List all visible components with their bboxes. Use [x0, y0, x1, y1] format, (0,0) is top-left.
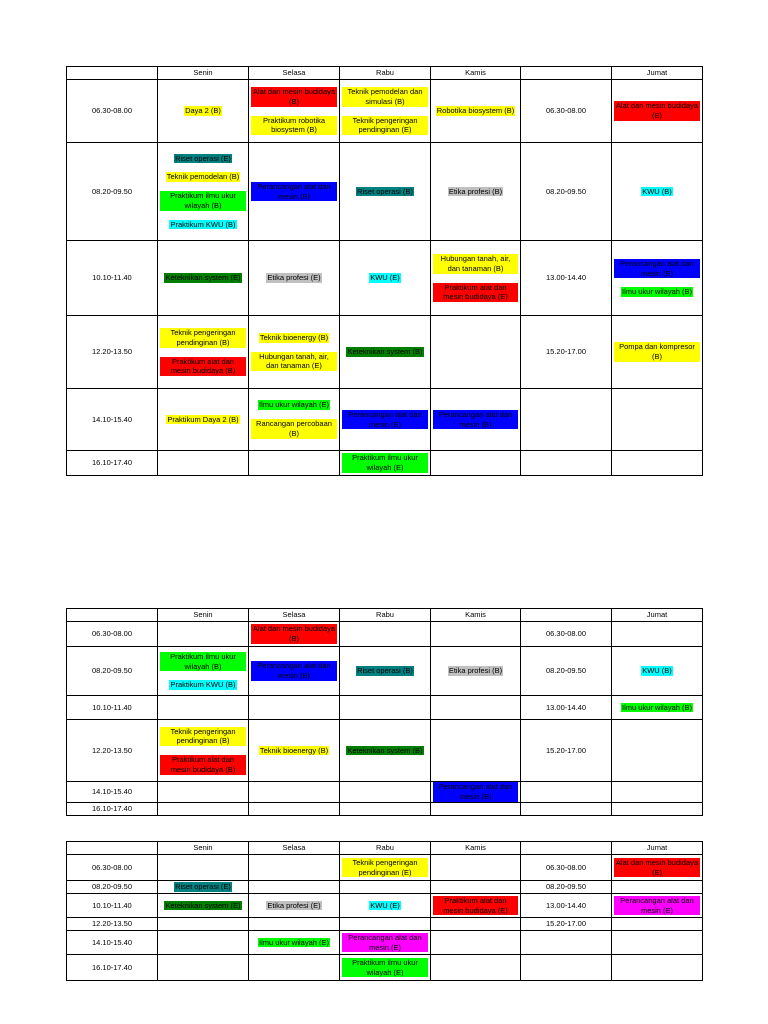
course-label: Alat dan mesin budidaya (B): [252, 87, 336, 106]
column-header: Kamis: [431, 842, 521, 855]
schedule-cell: [612, 855, 703, 881]
time-slot: 10.10-11.40: [67, 696, 158, 720]
column-header: [521, 609, 612, 622]
time-slot: [521, 802, 612, 815]
column-header: Senin: [158, 67, 249, 80]
course-label: Etika profesi (E): [267, 273, 321, 283]
schedule-cell: [431, 894, 521, 918]
time-slot: 10.10-11.40: [67, 894, 158, 918]
table-row: [67, 80, 703, 143]
schedule-cell: [158, 241, 249, 316]
column-header: Kamis: [431, 609, 521, 622]
schedule-cell: [431, 931, 521, 955]
schedule-cell: [612, 782, 703, 803]
schedule-cell: [249, 316, 340, 389]
schedule-cell: [249, 802, 340, 815]
schedule-cell: [340, 696, 431, 720]
schedule-cell: [431, 720, 521, 782]
time-slot: 14.10-15.40: [67, 782, 158, 803]
table-row: [67, 143, 703, 241]
course-label: Ilmu ukur wilayah (E): [258, 400, 330, 410]
time-slot: 08.20-09.50: [521, 647, 612, 696]
column-header: Rabu: [340, 609, 431, 622]
time-slot: [521, 782, 612, 803]
time-slot: 08.20-09.50: [67, 647, 158, 696]
time-slot: 06.30-08.00: [521, 622, 612, 647]
schedule-cell: [340, 143, 431, 241]
schedule-cell: [612, 622, 703, 647]
schedule-cell: [612, 918, 703, 931]
column-header: [521, 67, 612, 80]
column-header: [67, 609, 158, 622]
schedule-cell: [612, 802, 703, 815]
column-header: Jumat: [612, 609, 703, 622]
schedule-cell: [340, 782, 431, 803]
schedule-cell: [158, 955, 249, 981]
schedule-cell: [431, 316, 521, 389]
course-label: Riset operasi (B): [357, 666, 413, 676]
schedule-cell: [158, 918, 249, 931]
course-label: Perancangan alat dan mesin (E): [614, 896, 700, 916]
column-header: Senin: [158, 842, 249, 855]
schedule-cell: [431, 622, 521, 647]
schedule-cell: [340, 802, 431, 815]
time-slot: 15.20-17.00: [521, 720, 612, 782]
course-label: Praktikum alat dan mesin budidaya (E): [433, 896, 518, 916]
course-label: Riset operasi (E): [175, 882, 231, 892]
course-label: Perancangan alat dan mesin (B): [251, 182, 337, 202]
schedule-cell: [340, 316, 431, 389]
table-row: [67, 931, 703, 955]
course-label: Perancangan alat dan mesin (B): [433, 782, 518, 802]
schedule-cell: [431, 855, 521, 881]
table-row: [67, 389, 703, 451]
schedule-cell: [612, 241, 703, 316]
time-slot: 08.20-09.50: [521, 881, 612, 894]
course-label: Keteknikan system (E): [165, 273, 241, 283]
course-label: Teknik pemodelan (B): [166, 172, 240, 182]
time-slot: [521, 955, 612, 981]
schedule-cell: [249, 647, 340, 696]
schedule-cell: [340, 918, 431, 931]
course-label: Perancangan alat dan mesin (E): [342, 933, 428, 953]
course-label: Praktikum ilmu ukur wilayah (B): [160, 652, 246, 672]
table-row: [67, 881, 703, 894]
schedule-cell: [612, 389, 703, 451]
time-slot: 06.30-08.00: [67, 855, 158, 881]
time-slot: 16.10-17.40: [67, 955, 158, 981]
schedule-cell: [431, 881, 521, 894]
time-slot: 16.10-17.40: [67, 451, 158, 476]
course-label: Teknik pengeringan pendinginan (B): [160, 328, 246, 348]
time-slot: 15.20-17.00: [521, 918, 612, 931]
time-slot: 06.30-08.00: [521, 855, 612, 881]
schedule-cell: [158, 696, 249, 720]
time-slot: 15.20-17.00: [521, 316, 612, 389]
column-header: Jumat: [612, 842, 703, 855]
header-row: [67, 67, 703, 80]
course-label: Praktikum robotika biosystem (B): [251, 116, 337, 136]
schedule-cell: [249, 720, 340, 782]
header-row: [67, 842, 703, 855]
schedule-cell: [431, 451, 521, 476]
table-row: [67, 696, 703, 720]
column-header: Selasa: [249, 67, 340, 80]
schedule-cell: [431, 241, 521, 316]
schedule-cell: [249, 782, 340, 803]
schedule-cell: [431, 647, 521, 696]
schedule-cell: [158, 782, 249, 803]
course-label: Etika profesi (E): [267, 900, 321, 910]
schedule-cell: [340, 647, 431, 696]
schedule-cell: [340, 894, 431, 918]
time-slot: 06.30-08.00: [67, 622, 158, 647]
schedule-cell: [158, 720, 249, 782]
course-label: Praktikum ilmu ukur wilayah (E): [342, 453, 428, 473]
schedule-cell: [431, 918, 521, 931]
column-header: [67, 67, 158, 80]
schedule-cell: [249, 955, 340, 981]
time-slot: [521, 451, 612, 476]
schedule-cell: [431, 389, 521, 451]
schedule-cell: [249, 241, 340, 316]
schedule-cell: [340, 720, 431, 782]
course-label: Praktikum alat dan mesin budidaya (B): [160, 357, 246, 377]
schedule-cell: [340, 931, 431, 955]
schedule-cell: [340, 241, 431, 316]
schedule-cell: [612, 316, 703, 389]
table-row: [67, 782, 703, 803]
course-label: Praktikum KWU (B): [170, 680, 236, 690]
course-label: Perancangan alat dan mesin (B): [251, 661, 337, 681]
table-row: [67, 720, 703, 782]
course-label: Ilmu ukur wilayah (B): [621, 287, 693, 297]
schedule-table-2: [66, 608, 703, 816]
schedule-cell: [249, 894, 340, 918]
time-slot: 16.10-17.40: [67, 802, 158, 815]
time-slot: 14.10-15.40: [67, 389, 158, 451]
schedule-cell: [612, 894, 703, 918]
schedule-cell: [340, 451, 431, 476]
schedule-cell: [249, 622, 340, 647]
schedule-cell: [158, 143, 249, 241]
course-label: Praktikum KWU (B): [170, 219, 236, 229]
schedule-cell: [340, 389, 431, 451]
schedule-cell: [158, 931, 249, 955]
schedule-cell: [612, 881, 703, 894]
header-row: [67, 609, 703, 622]
course-label: Teknik bioenergy (B): [259, 332, 329, 342]
schedule-cell: [249, 931, 340, 955]
schedule-cell: [158, 855, 249, 881]
schedule-cell: [431, 782, 521, 803]
schedule-cell: [612, 696, 703, 720]
course-label: Alat dan mesin budidaya (E): [615, 857, 699, 877]
course-label: Robotika biosystem (B): [436, 106, 515, 116]
time-slot: 13.00-14.40: [521, 696, 612, 720]
schedule-cell: [158, 894, 249, 918]
time-slot: 06.30-08.00: [521, 80, 612, 143]
course-label: Praktikum alat dan mesin budidaya (B): [160, 755, 246, 775]
course-label: KWU (B): [642, 186, 672, 196]
schedule-cell: [340, 622, 431, 647]
course-label: KWU (B): [642, 666, 672, 676]
schedule-cell: [158, 80, 249, 143]
schedule-cell: [158, 451, 249, 476]
course-label: Rancangan percobaan (B): [251, 419, 337, 439]
schedule-cell: [431, 80, 521, 143]
schedule-cell: [158, 316, 249, 389]
schedule-table-1: [66, 66, 703, 476]
schedule-cell: [158, 647, 249, 696]
schedule-cell: [158, 881, 249, 894]
table-row: [67, 802, 703, 815]
column-header: Senin: [158, 609, 249, 622]
schedule-cell: [612, 80, 703, 143]
course-label: Teknik pengeringan pendinginan (E): [342, 858, 428, 878]
schedule-cell: [431, 955, 521, 981]
schedule-cell: [249, 80, 340, 143]
column-header: Jumat: [612, 67, 703, 80]
time-slot: 08.20-09.50: [67, 881, 158, 894]
schedule-cell: [340, 855, 431, 881]
course-label: Perancangan alat dan mesin (B): [433, 410, 518, 430]
column-header: Kamis: [431, 67, 521, 80]
table-row: [67, 622, 703, 647]
course-label: Praktikum alat dan mesin budidaya (E): [433, 283, 518, 303]
schedule-cell: [249, 855, 340, 881]
schedule-cell: [340, 881, 431, 894]
course-label: Praktikum Daya 2 (B): [167, 414, 239, 424]
course-label: Daya 2 (B): [185, 106, 221, 116]
schedule-cell: [431, 143, 521, 241]
time-slot: 13.00-14.40: [521, 894, 612, 918]
table-row: [67, 918, 703, 931]
schedule-cell: [612, 955, 703, 981]
course-label: Riset operasi (B): [357, 186, 413, 196]
course-label: Alat dan mesin budidaya (B): [252, 624, 336, 643]
column-header: [67, 842, 158, 855]
course-label: Hubungan tanah, air, dan tanaman (B): [433, 254, 518, 274]
course-label: Riset operasi (E): [175, 153, 231, 163]
schedule-cell: [249, 143, 340, 241]
course-label: Keteknikan system (E): [165, 900, 241, 910]
column-header: Selasa: [249, 609, 340, 622]
table-row: [67, 647, 703, 696]
course-label: Keteknikan system (B): [347, 745, 423, 755]
course-label: Ilmu ukur wilayah (B): [621, 702, 693, 712]
time-slot: 12.20-13.50: [67, 918, 158, 931]
schedule-cell: [612, 647, 703, 696]
schedule-cell: [249, 696, 340, 720]
table-row: [67, 855, 703, 881]
course-label: Perancangan alat dan mesin (E): [614, 259, 700, 279]
course-label: Keteknikan system (B): [347, 347, 423, 357]
column-header: Rabu: [340, 842, 431, 855]
course-label: Praktikum ilmu ukur wilayah (E): [342, 958, 428, 978]
course-label: Teknik pengeringan pendinginan (E): [342, 116, 428, 136]
time-slot: [521, 389, 612, 451]
schedule-cell: [431, 802, 521, 815]
course-label: Teknik pemodelan dan simulasi (B): [342, 87, 428, 107]
course-label: Hubungan tanah, air, dan tanaman (E): [251, 352, 337, 372]
course-label: Ilmu ukur wilayah (E): [258, 937, 330, 947]
schedule-cell: [249, 451, 340, 476]
table-row: [67, 451, 703, 476]
course-label: Etika profesi (B): [448, 666, 503, 676]
time-slot: [521, 931, 612, 955]
schedule-cell: [612, 720, 703, 782]
column-header: [521, 842, 612, 855]
course-label: Teknik pengeringan pendinginan (B): [160, 727, 246, 747]
schedule-table-3: [66, 841, 703, 981]
table-row: [67, 241, 703, 316]
time-slot: 13.00-14.40: [521, 241, 612, 316]
column-header: Rabu: [340, 67, 431, 80]
time-slot: 08.20-09.50: [521, 143, 612, 241]
course-label: Perancangan alat dan mesin (E): [342, 410, 428, 430]
course-label: Alat dan mesin budidaya (E): [615, 101, 699, 120]
schedule-cell: [431, 696, 521, 720]
table-row: [67, 316, 703, 389]
course-label: Etika profesi (B): [448, 186, 503, 196]
time-slot: 12.20-13.50: [67, 316, 158, 389]
schedule-cell: [158, 389, 249, 451]
time-slot: 06.30-08.00: [67, 80, 158, 143]
column-header: Selasa: [249, 842, 340, 855]
table-row: [67, 894, 703, 918]
course-label: KWU (E): [370, 273, 400, 283]
schedule-cell: [249, 918, 340, 931]
course-label: KWU (E): [370, 900, 400, 910]
schedule-cell: [158, 802, 249, 815]
course-label: Teknik bioenergy (B): [259, 745, 329, 755]
schedule-cell: [249, 881, 340, 894]
schedule-cell: [249, 389, 340, 451]
time-slot: 14.10-15.40: [67, 931, 158, 955]
schedule-cell: [340, 955, 431, 981]
course-label: Pompa dan kompresor (B): [614, 342, 700, 362]
time-slot: 08.20-09.50: [67, 143, 158, 241]
schedule-cell: [612, 143, 703, 241]
schedule-cell: [612, 451, 703, 476]
time-slot: 10.10-11.40: [67, 241, 158, 316]
table-row: [67, 955, 703, 981]
schedule-cell: [158, 622, 249, 647]
schedule-cell: [612, 931, 703, 955]
schedule-cell: [340, 80, 431, 143]
time-slot: 12.20-13.50: [67, 720, 158, 782]
course-label: Praktikum ilmu ukur wilayah (B): [160, 191, 246, 211]
